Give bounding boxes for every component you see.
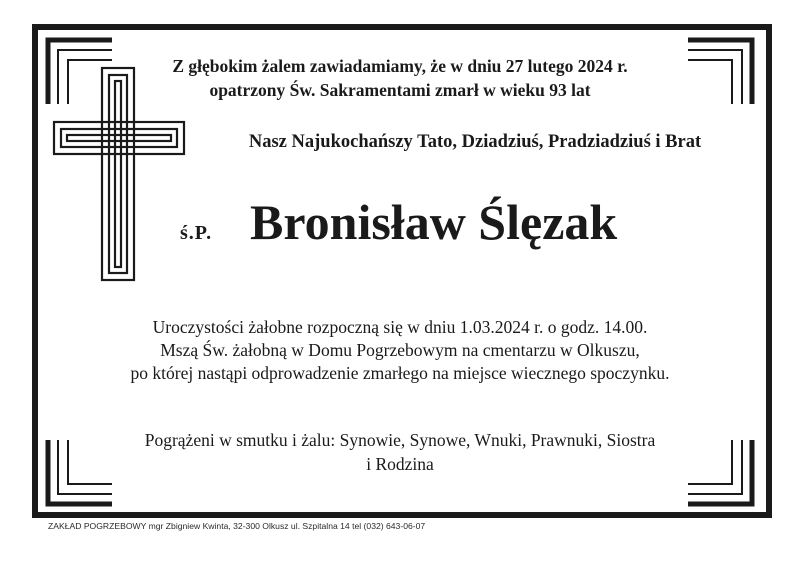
mourners-line-1: Pogrążeni w smutku i żalu: Synowie, Synowe, Wnuki, Prawnuki, Siostra xyxy=(144,430,656,450)
mourners-list xyxy=(90,428,710,476)
mourners-line-2: i Rodzina xyxy=(366,454,434,474)
deceased-name-row xyxy=(150,190,750,260)
intro-line-2: opatrzony Św. Sakramentami zmarł w wieku 93 lat xyxy=(209,80,591,100)
deceased-name: Bronisław Ślęzak xyxy=(250,194,618,250)
name-prefix: ś.P. xyxy=(180,222,213,244)
ceremony-line-2: Mszą Św. żałobną w Domu Pogrzebowym na cmentarzu w Olkuszu, xyxy=(160,340,640,360)
intro-line-1: Z głębokim żalem zawiadamiamy, że w dniu 27 lutego 2024 r. xyxy=(172,56,628,76)
ceremony-line-1: Uroczystości żałobne rozpoczną się w dniu 1.03.2024 r. o godz. 14.00. xyxy=(152,317,648,337)
funeral-home-footer: ZAKŁAD POGRZEBOWY mgr Zbigniew Kwinta, 32-300 Olkusz ul. Szpitalna 14 tel (032) 643-06-07 xyxy=(48,521,426,531)
ceremony-details xyxy=(90,316,710,385)
death-announcement-intro xyxy=(120,54,680,102)
corner-ornament-top-right xyxy=(686,34,758,106)
ceremony-line-3: po której nastąpi odprowadzenie zmarłego na miejsce wiecznego spoczynku. xyxy=(130,363,670,383)
family-relation-subtitle: Nasz Najukochańszy Tato, Dziadziuś, Pradziadziuś i Brat xyxy=(248,132,702,152)
